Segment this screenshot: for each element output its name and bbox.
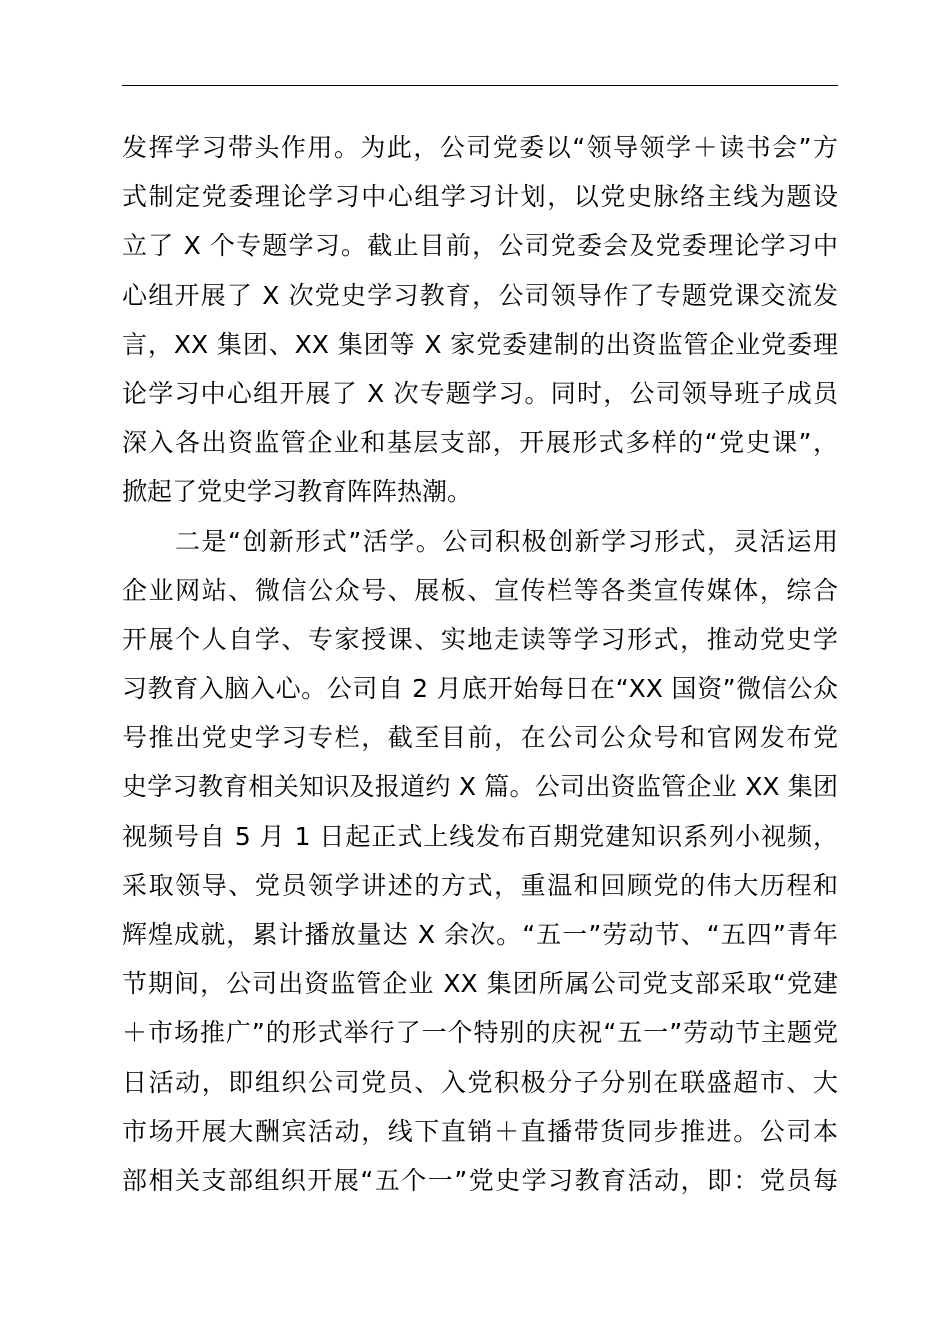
header-rule — [122, 85, 838, 86]
text-line: 二是“创新形式”活学。公司积极创新学习形式，灵活运用 — [122, 526, 838, 556]
text-line: 心组开展了 X 次党史学习教育，公司领导作了专题党课交流发 — [122, 280, 838, 310]
text-line: 论学习中心组开展了 X 次专题学习。同时，公司领导班子成员 — [122, 378, 838, 408]
text-line: 言，XX 集团、XX 集团等 X 家党委建制的出资监管企业党委理 — [122, 329, 838, 359]
text-line: 习教育入脑入心。公司自 2 月底开始每日在“XX 国资”微信公众 — [122, 674, 838, 704]
text-line: 日活动，即组织公司党员、入党积极分子分别在联盛超市、大 — [122, 1067, 838, 1097]
text-line: 企业网站、微信公众号、展板、宣传栏等各类宣传媒体，综合 — [122, 575, 838, 605]
text-line: 部相关支部组织开展“五个一”党史学习教育活动，即：党员每 — [122, 1165, 838, 1195]
document-body — [122, 123, 838, 1205]
text-line: 史学习教育相关知识及报道约 X 篇。公司出资监管企业 XX 集团 — [122, 772, 838, 802]
text-line: 视频号自 5 月 1 日起正式上线发布百期党建知识系列小视频， — [122, 821, 838, 851]
text-line: 开展个人自学、专家授课、实地走读等学习形式，推动党史学 — [122, 624, 838, 654]
text-line: 采取领导、党员领学讲述的方式，重温和回顾党的伟大历程和 — [122, 870, 838, 900]
text-line: ＋市场推广”的形式举行了一个特别的庆祝“五一”劳动节主题党 — [122, 1018, 838, 1048]
text-line: 号推出党史学习专栏，截至目前，在公司公众号和官网发布党 — [122, 723, 838, 753]
text-line: 节期间，公司出资监管企业 XX 集团所属公司党支部采取“党建 — [122, 969, 838, 999]
text-line: 市场开展大酬宾活动，线下直销＋直播带货同步推进。公司本 — [122, 1116, 838, 1146]
text-line: 式制定党委理论学习中心组学习计划，以党史脉络主线为题设 — [122, 182, 838, 212]
text-line: 掀起了党史学习教育阵阵热潮。 — [122, 477, 473, 507]
text-line: 辉煌成就，累计播放量达 X 余次。“五一”劳动节、“五四”青年 — [122, 920, 838, 949]
text-line: 立了 X 个专题学习。截止目前，公司党委会及党委理论学习中 — [122, 231, 838, 261]
text-line: 深入各出资监管企业和基层支部，开展形式多样的“党史课”， — [122, 428, 838, 458]
text-line: 发挥学习带头作用。为此，公司党委以“领导领学＋读书会”方 — [122, 133, 838, 162]
